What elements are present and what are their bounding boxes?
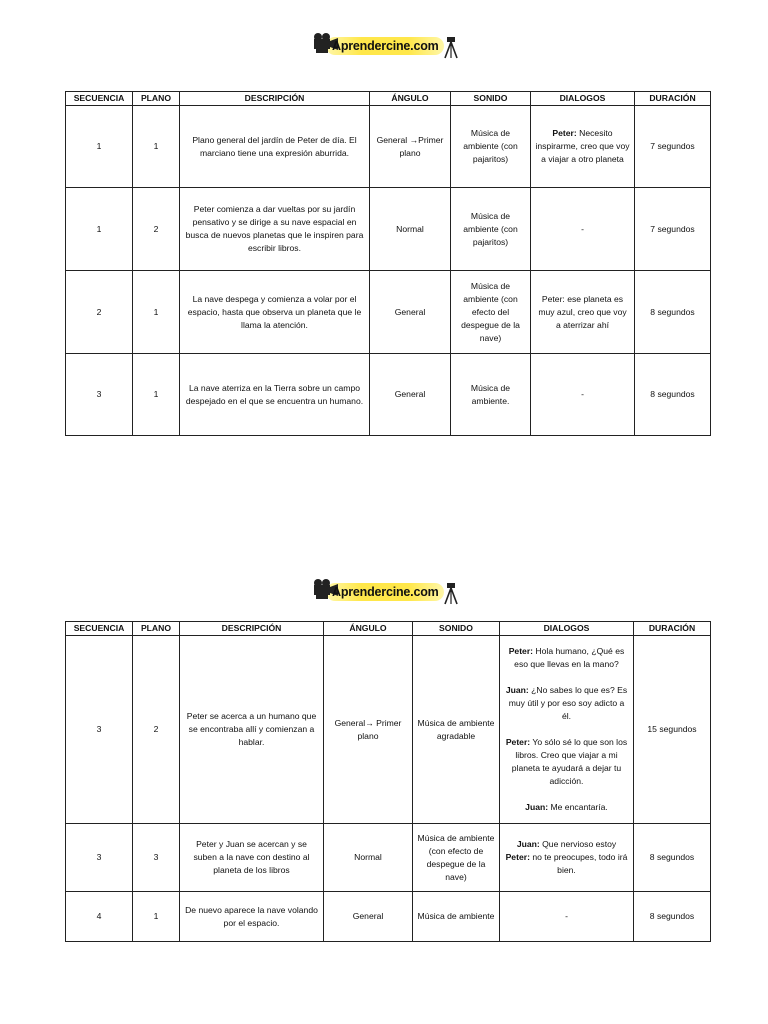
storyboard-table-2 xyxy=(65,621,711,942)
table-row xyxy=(66,271,711,354)
table-row xyxy=(66,354,711,436)
dialogo-line xyxy=(504,851,629,877)
plano-cell: 1 xyxy=(133,106,180,188)
secuencia-cell: 1 xyxy=(66,106,133,188)
storyboard-table-1 xyxy=(65,91,711,436)
secuencia-cell: 2 xyxy=(66,271,133,354)
secuencia-cell: 3 xyxy=(66,824,133,892)
header-secuencia: SECUENCIA xyxy=(66,92,133,106)
descripcion-cell: Peter comienza a dar vueltas por su jardín pensativo y se dirige a su nave espacial en busca de nuevos planetas que le inspiren para escribir libros. xyxy=(180,188,370,271)
angulo-cell: General→ Primer plano xyxy=(324,636,413,824)
dialogo-line xyxy=(504,801,629,814)
secuencia-cell: 4 xyxy=(66,892,133,942)
dialogo-text: no te preocupes, todo irá bien. xyxy=(529,852,628,875)
header-angulo: ÁNGULO xyxy=(324,622,413,636)
header-sonido: SONIDO xyxy=(413,622,500,636)
table-row xyxy=(66,824,711,892)
angulo-cell: Normal xyxy=(370,188,451,271)
plano-cell: 1 xyxy=(133,892,180,942)
dialogo-cell: - xyxy=(531,188,635,271)
duracion-cell: 7 segundos xyxy=(635,106,711,188)
dialogo-cell xyxy=(500,824,634,892)
duracion-cell: 7 segundos xyxy=(635,188,711,271)
table-row xyxy=(66,636,711,824)
table-row xyxy=(66,892,711,942)
tripod-icon xyxy=(444,37,458,59)
sonido-cell: Música de ambiente xyxy=(413,892,500,942)
header-angulo: ÁNGULO xyxy=(370,92,451,106)
aprendercine-logo xyxy=(312,31,458,61)
dialogo-speaker: Peter: xyxy=(505,737,531,747)
logo-text: Aprendercine.com xyxy=(332,39,439,53)
dialogo-cell xyxy=(531,106,635,188)
table-header-row xyxy=(66,622,711,636)
dialogo-speaker: Peter: xyxy=(552,128,577,138)
dialogo-text: Hola humano, ¿Qué es eso que llevas en la mano? xyxy=(514,646,625,669)
tripod-icon xyxy=(444,583,458,605)
duracion-cell: 15 segundos xyxy=(634,636,711,824)
aprendercine-logo xyxy=(312,577,458,607)
dialogo-line xyxy=(504,736,629,788)
plano-cell: 3 xyxy=(133,824,180,892)
angulo-cell: General xyxy=(370,354,451,436)
dialogo-text: Yo sólo sé lo que son los libros. Creo que viajar a mi planeta te ayudará a dejar tu adicción. xyxy=(511,737,628,786)
dialogo-line xyxy=(504,645,629,671)
plano-cell: 2 xyxy=(133,636,180,824)
sonido-cell: Música de ambiente. xyxy=(451,354,531,436)
sonido-cell: Música de ambiente (con pajaritos) xyxy=(451,188,531,271)
sonido-cell: Música de ambiente agradable xyxy=(413,636,500,824)
dialogo-text: Me encantaría. xyxy=(548,802,608,812)
angulo-cell: General →Primer plano xyxy=(370,106,451,188)
header-sonido: SONIDO xyxy=(451,92,531,106)
angulo-cell: General xyxy=(324,892,413,942)
table-header-row xyxy=(66,92,711,106)
secuencia-cell: 3 xyxy=(66,354,133,436)
duracion-cell: 8 segundos xyxy=(634,824,711,892)
header-descripcion: DESCRIPCIÓN xyxy=(180,622,324,636)
duracion-cell: 8 segundos xyxy=(635,354,711,436)
sonido-cell: Música de ambiente (con efecto del despegue de la nave) xyxy=(451,271,531,354)
dialogo-text: Que nervioso estoy xyxy=(539,839,617,849)
header-duracion: DURACIÓN xyxy=(634,622,711,636)
header-dialogos: DIALOGOS xyxy=(500,622,634,636)
duracion-cell: 8 segundos xyxy=(635,271,711,354)
dialogo-line xyxy=(504,838,629,851)
header-secuencia: SECUENCIA xyxy=(66,622,133,636)
dialogo-speaker: Peter: xyxy=(505,852,530,862)
descripcion-cell: La nave aterriza en la Tierra sobre un campo despejado en el que se encuentra un humano. xyxy=(180,354,370,436)
descripcion-cell: Peter se acerca a un humano que se encontraba allí y comienzan a hablar. xyxy=(180,636,324,824)
descripcion-cell: Plano general del jardín de Peter de día. El marciano tiene una expresión aburrida. xyxy=(180,106,370,188)
plano-cell: 2 xyxy=(133,188,180,271)
table-row xyxy=(66,188,711,271)
header-descripcion: DESCRIPCIÓN xyxy=(180,92,370,106)
angulo-cell: Normal xyxy=(324,824,413,892)
duracion-cell: 8 segundos xyxy=(634,892,711,942)
sonido-cell: Música de ambiente (con pajaritos) xyxy=(451,106,531,188)
plano-cell: 1 xyxy=(133,354,180,436)
logo-text: Aprendercine.com xyxy=(332,585,439,599)
secuencia-cell: 1 xyxy=(66,188,133,271)
header-dialogos: DIALOGOS xyxy=(531,92,635,106)
dialogo-speaker: Peter: xyxy=(508,646,534,656)
secuencia-cell: 3 xyxy=(66,636,133,824)
dialogo-cell: - xyxy=(531,354,635,436)
dialogo-cell: Peter: ese planeta es muy azul, creo que voy a aterrizar ahí xyxy=(531,271,635,354)
descripcion-cell: La nave despega y comienza a volar por el espacio, hasta que observa un planeta que le llama la atención. xyxy=(180,271,370,354)
plano-cell: 1 xyxy=(133,271,180,354)
header-duracion: DURACIÓN xyxy=(635,92,711,106)
angulo-cell: General xyxy=(370,271,451,354)
header-plano: PLANO xyxy=(133,622,180,636)
header-plano: PLANO xyxy=(133,92,180,106)
descripcion-cell: Peter y Juan se acercan y se suben a la nave con destino al planeta de los libros xyxy=(180,824,324,892)
dialogo-text: ¿No sabes lo que es? Es muy útil y por eso soy adicto a él. xyxy=(508,685,628,721)
dialogo-cell: - xyxy=(500,892,634,942)
dialogo-speaker: Juan: xyxy=(505,685,529,695)
table-row xyxy=(66,106,711,188)
dialogo-speaker: Juan: xyxy=(525,802,549,812)
dialogo-speaker: Juan: xyxy=(516,839,540,849)
sonido-cell: Música de ambiente (con efecto de despegue de la nave) xyxy=(413,824,500,892)
dialogo-cell xyxy=(500,636,634,824)
dialogo-text: Necesito inspirarme, creo que voy a viajar a otro planeta xyxy=(535,128,630,164)
dialogo-line xyxy=(504,684,629,723)
descripcion-cell: De nuevo aparece la nave volando por el espacio. xyxy=(180,892,324,942)
